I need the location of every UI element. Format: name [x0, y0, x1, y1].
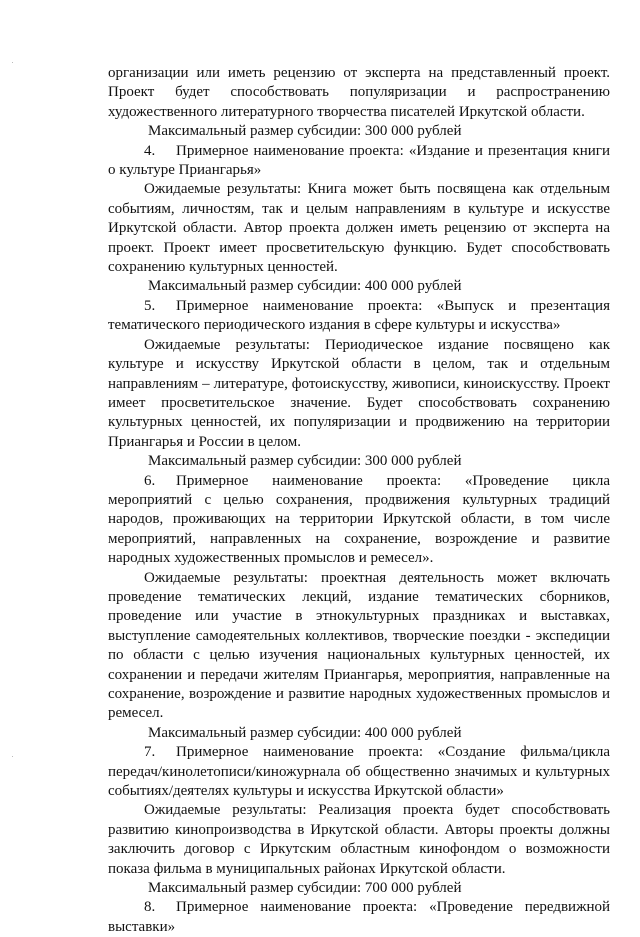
expected-results-paragraph: Ожидаемые результаты: проектная деятельность может включать проведение тематических лекций, издание тематических сборников, проведение или участие в этнокультурных праздниках и выставках, выступление самодеятельных коллективов, творческие поездки - экспедиции по области с целью изучения национальных культурных ценностей, их сохранении и передачи жителям Приангарья, мероприятия, направленные на сохранение, возрождение и развитие народных художественных промыслов и ремесел. — [108, 569, 610, 722]
project-title: Примерное наименование проекта: «Издание и презентация книги о культуре Приангарья» — [108, 142, 610, 179]
expected-results-paragraph: Ожидаемые результаты: Книга может быть посвящена как отдельным событиям, личностям, так и целым направлениям в культуре и искусстве Иркутской области. Автор проекта должен иметь рецензию от эксперта на проект. Проект имеет просветительскую функцию. Будет способствовать сохранению культурных ценностей. — [108, 181, 610, 276]
margin-dot — [12, 756, 13, 757]
item-number: 8. — [144, 899, 156, 916]
project-heading — [108, 743, 610, 801]
project-heading — [108, 142, 610, 181]
paragraph: организации или иметь рецензию от эксперта на представленный проект. Проект будет способствовать популяризации и распространению художественного литературного творчества писателей Иркутской области. — [108, 65, 610, 120]
max-subsidy-line: Максимальный размер субсидии: 400 000 рублей — [148, 278, 462, 295]
margin-dot — [12, 62, 13, 63]
max-subsidy-line: Максимальный размер субсидии: 300 000 рублей — [148, 123, 462, 140]
max-subsidy-line: Максимальный размер субсидии: 700 000 рублей — [148, 880, 462, 897]
project-heading — [108, 898, 610, 937]
expected-results-paragraph: Ожидаемые результаты: Периодическое издание посвящено как культуре и искусству Иркутской области в целом, так и отдельным направлениям – литературе, фотоискусству, живописи, киноискусству. Проект имеет просветительское значение. Будет способствовать сохранению культурных ценностей, их популяризации и продвижению на территории Приангарья и России в целом. — [108, 336, 610, 450]
project-title: Примерное наименование проекта: «Проведение передвижной выставки» — [108, 899, 610, 935]
project-heading — [108, 472, 610, 569]
project-title: Примерное наименование проекта: «Проведение цикла мероприятий с целью сохранения, продвижения культурных традиций народов, проживающих на территории Иркутской области, в том числе мероприятий, направленных на сохранение, возрождение и развитие народных художественных промыслов и ремесел». — [108, 472, 610, 567]
document-body — [108, 64, 610, 937]
item-number: 6. — [144, 472, 156, 489]
project-heading — [108, 297, 610, 336]
expected-results-paragraph: Ожидаемые результаты: Реализация проекта будет способствовать развитию кинопроизводства в Иркутской области. Авторы проекты должны заключить договор с Иркутским областным кинофондом о возможности показа фильма в муниципальных районах Иркутской области. — [108, 802, 610, 877]
max-subsidy-line: Максимальный размер субсидии: 300 000 рублей — [148, 453, 462, 470]
item-number: 5. — [144, 297, 156, 314]
project-title: Примерное наименование проекта: «Создание фильма/цикла передач/кинолетописи/киножурнала об общественно значимых и культурных событиях/деятелях культуры и искусства Иркутской области» — [108, 744, 610, 800]
item-number: 4. — [144, 142, 156, 159]
project-title: Примерное наименование проекта: «Выпуск и презентация тематического периодического издания в сфере культуры и искусства» — [108, 297, 610, 334]
item-number: 7. — [144, 744, 156, 761]
max-subsidy-line: Максимальный размер субсидии: 400 000 рублей — [148, 724, 462, 741]
